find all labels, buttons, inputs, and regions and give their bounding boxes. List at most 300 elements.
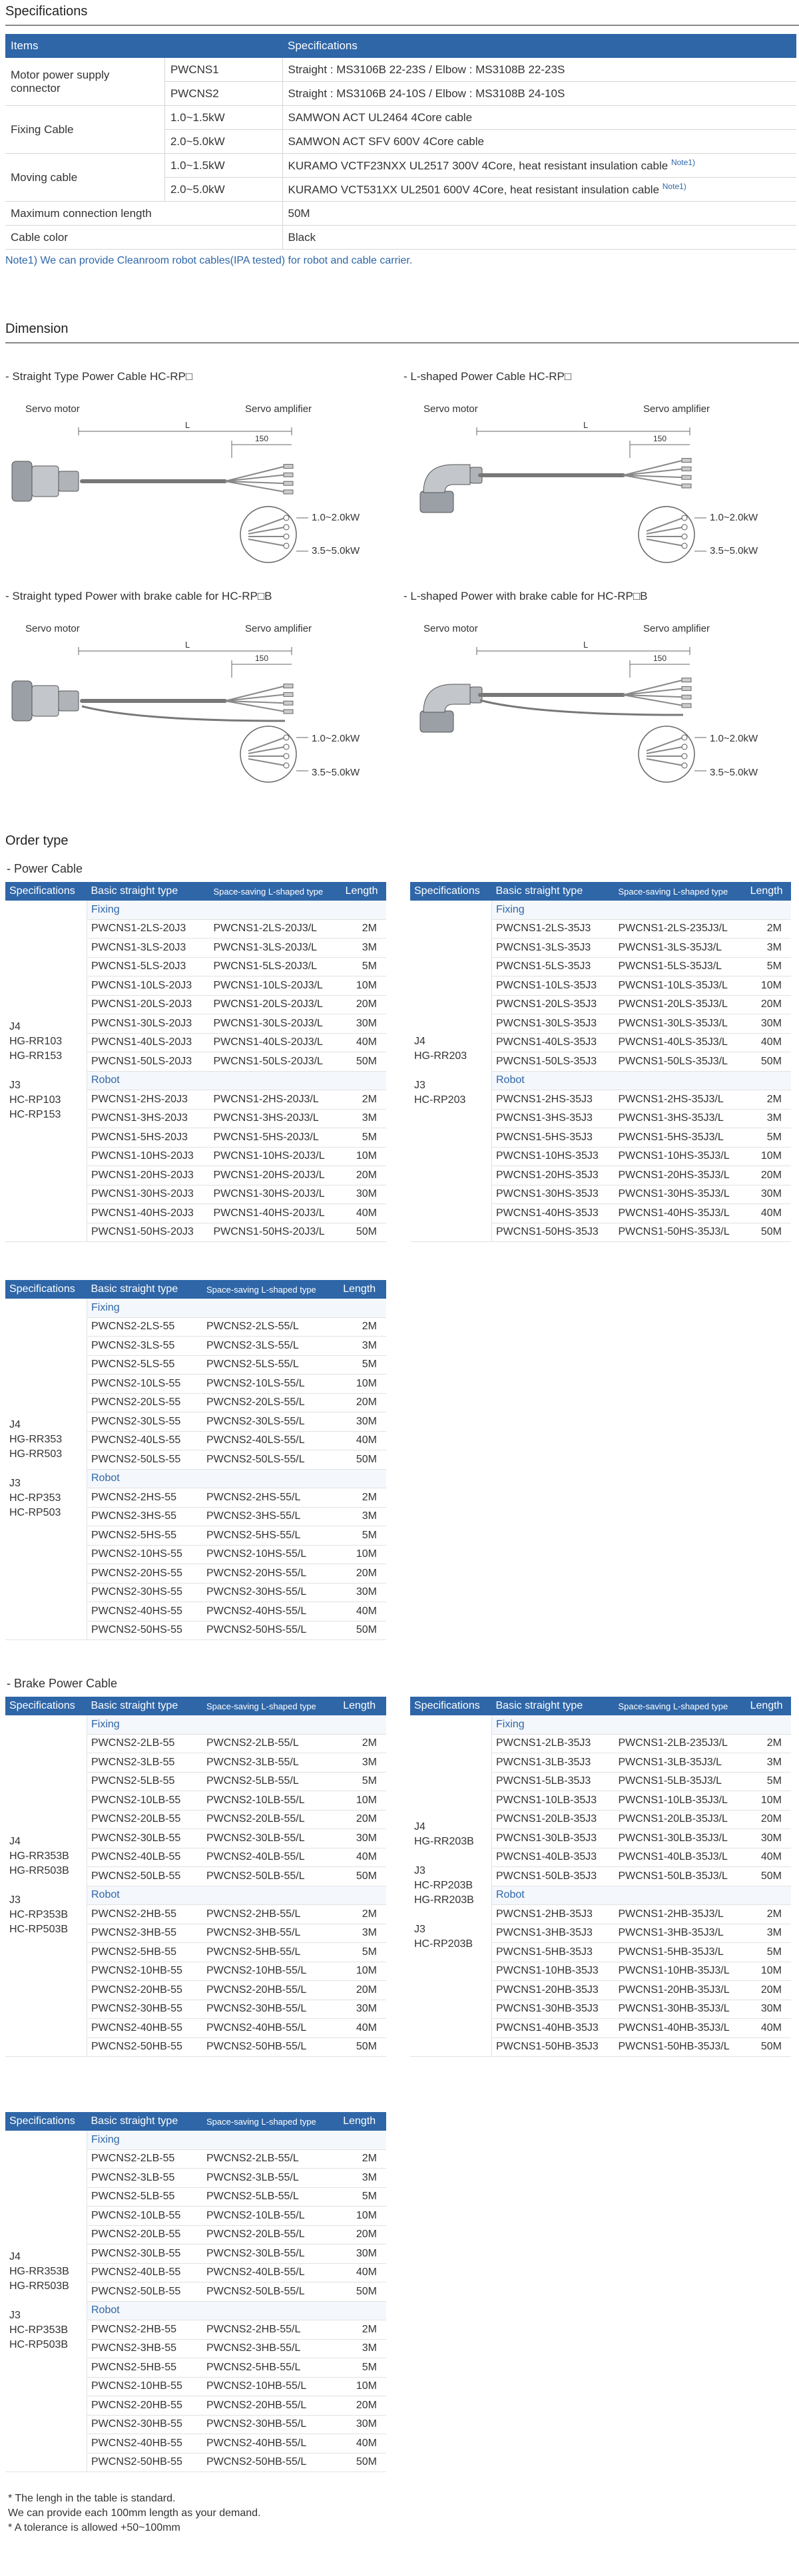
straight-type-code: PWCNS1-20LS-20J3 [87, 995, 210, 1014]
length-cell: 3M [339, 1924, 386, 1943]
note-marker: Note1) [670, 158, 695, 168]
detail-ring-terminal [284, 515, 289, 521]
straight-type-code: PWCNS1-2HS-20J3 [87, 1090, 210, 1110]
straight-type-code: PWCNS2-10HB-55 [87, 1962, 203, 1981]
model-line: J3 [9, 1894, 21, 1906]
straight-type-code: PWCNS1-10LB-35J3 [492, 1791, 615, 1811]
length-cell: 30M [746, 1829, 791, 1848]
length-cell: 5M [746, 1128, 791, 1148]
model-line: HG-RR503B [9, 1865, 69, 1876]
straight-type-code: PWCNS1-10LS-20J3 [87, 976, 210, 996]
connector-body [12, 461, 32, 501]
spec-value-cell: Straight : MS3106B 24-10S / Elbow : MS3108B 24-10S [282, 82, 796, 106]
order-table-header: Specifications [410, 1697, 492, 1715]
straight-type-code: PWCNS2-30HB-55 [87, 2415, 203, 2434]
straight-type-code: PWCNS2-2HB-55 [87, 1905, 203, 1924]
category-label: Fixing [492, 1715, 792, 1734]
wire [225, 475, 285, 481]
elbow-body [423, 465, 470, 493]
l-shaped-type-code: PWCNS1-20HS-20J3/L [209, 1166, 341, 1185]
straight-type-code: PWCNS2-10HS-55 [87, 1545, 203, 1564]
detail-ring-terminal [284, 543, 289, 548]
length-cell: 5M [342, 1128, 386, 1148]
model-line: HG-RR203B [414, 1836, 474, 1847]
l-shaped-type-code: PWCNS1-30LS-35J3/L [614, 1014, 746, 1034]
length-cell: 20M [746, 1166, 791, 1185]
cable-drawing [403, 418, 723, 578]
footnote-line: * A tolerance is allowed +50~100mm [8, 2522, 180, 2533]
servo-motor-label: Servo motor [423, 403, 478, 415]
detail-ring-terminal [284, 534, 289, 539]
category-label: Robot [492, 1071, 792, 1090]
length-cell: 40M [342, 1033, 386, 1052]
straight-type-code: PWCNS1-10HS-20J3 [87, 1147, 210, 1166]
model-line: HC-RP353 [9, 1492, 61, 1504]
length-cell: 5M [339, 2358, 386, 2378]
order-table [5, 882, 386, 1242]
l-shaped-type-code: PWCNS2-50LS-55/L [202, 1450, 339, 1470]
length-cell: 50M [339, 2282, 386, 2302]
model-line: J4 [9, 1419, 21, 1430]
footnote-line: * The lengh in the table is standard. [8, 2493, 176, 2504]
straight-type-code: PWCNS2-40LB-55 [87, 2263, 203, 2282]
model-line: J3 [9, 1478, 21, 1489]
spec-value-cell: Black [282, 226, 796, 250]
length-cell: 20M [339, 2396, 386, 2416]
l-shaped-type-code: PWCNS2-5LS-55/L [202, 1355, 339, 1375]
l-shaped-type-code: PWCNS2-5LB-55/L [202, 1772, 339, 1791]
elbow-body [423, 684, 470, 712]
straight-type-code: PWCNS1-2LB-35J3 [492, 1734, 615, 1753]
l-shaped-type-code: PWCNS2-40HB-55/L [202, 2434, 339, 2454]
l-shaped-type-code: PWCNS2-5HS-55/L [202, 1526, 339, 1546]
length-cell: 50M [339, 1867, 386, 1886]
length-cell: 50M [339, 2453, 386, 2472]
detail-ring-terminal [284, 753, 289, 759]
l-shaped-type-code: PWCNS1-3HS-35J3/L [614, 1109, 746, 1128]
order-table-header: Length [339, 1280, 386, 1299]
connector-body [12, 681, 32, 721]
straight-type-code: PWCNS2-3LS-55 [87, 1337, 203, 1356]
length-cell: 50M [342, 1223, 386, 1242]
l-shaped-type-code: PWCNS2-5LB-55/L [202, 2187, 339, 2207]
straight-type-code: PWCNS1-5HB-35J3 [492, 1943, 615, 1962]
length-cell: 3M [339, 2169, 386, 2188]
l-shaped-type-code: PWCNS1-30HB-35J3/L [614, 2000, 746, 2019]
wire-terminal [284, 701, 293, 705]
straight-type-code: PWCNS1-5LS-35J3 [492, 957, 615, 976]
straight-type-code: PWCNS2-20LB-55 [87, 1810, 203, 1829]
l-shaped-type-code: PWCNS1-20LS-35J3/L [614, 995, 746, 1014]
model-line: HG-RR353B [9, 2266, 69, 2277]
model-cell [410, 901, 492, 1242]
length-cell: 40M [339, 2434, 386, 2454]
detail-ring-terminal [682, 534, 687, 539]
spec-group-cell: Motor power supply connector [5, 58, 164, 106]
l-shaped-type-code: PWCNS1-5HS-20J3/L [209, 1128, 341, 1148]
spec-value-text: KURAMO VCT531XX UL2501 600V 4Core, heat resistant insulation cable [288, 183, 660, 196]
length-cell: 20M [339, 2225, 386, 2245]
l-shaped-type-code: PWCNS2-30LB-55/L [202, 2245, 339, 2264]
l-shaped-type-code: PWCNS1-3HS-20J3/L [209, 1109, 341, 1128]
spec-value-text: KURAMO VCTF23NXX UL2517 300V 4Core, heat resistant insulation cable [288, 159, 668, 172]
dimension-block [5, 590, 378, 803]
length-cell: 3M [746, 1109, 791, 1128]
spec-sub-cell: 1.0~1.5kW [164, 154, 282, 178]
category-label: Robot [87, 1886, 387, 1905]
length-cell: 20M [339, 1564, 386, 1584]
l-shaped-type-code: PWCNS2-2LB-55/L [202, 2149, 339, 2169]
straight-type-code: PWCNS2-40HB-55 [87, 2434, 203, 2454]
model-line [414, 1064, 487, 1078]
straight-type-code: PWCNS2-5LB-55 [87, 1772, 203, 1791]
length-cell: 40M [746, 1204, 791, 1223]
l-shaped-type-code: PWCNS2-50HB-55/L [202, 2453, 339, 2472]
model-line: J3 [9, 2310, 21, 2321]
straight-type-code: PWCNS1-20LB-35J3 [492, 1810, 615, 1829]
length-cell: 20M [342, 1166, 386, 1185]
model-line: J4 [9, 1021, 21, 1032]
length-cell: 2M [339, 1734, 386, 1753]
model-line: HC-RP203 [414, 1094, 466, 1106]
straight-type-code: PWCNS2-20HS-55 [87, 1564, 203, 1584]
l-shaped-type-code: PWCNS2-40LB-55/L [202, 1848, 339, 1867]
l-shaped-type-code: PWCNS1-2LB-235J3/L [614, 1734, 746, 1753]
specifications-table [5, 34, 796, 250]
spec-value-cell: Straight : MS3106B 22-23S / Elbow : MS3108B 22-23S [282, 58, 796, 82]
l-shaped-type-code: PWCNS1-10HS-35J3/L [614, 1147, 746, 1166]
detail-ring-terminal [682, 735, 687, 740]
length-cell: 40M [746, 2019, 791, 2038]
straight-type-code: PWCNS1-3HB-35J3 [492, 1924, 615, 1943]
length-cell: 40M [339, 1848, 386, 1867]
l-shaped-type-code: PWCNS2-40HS-55/L [202, 1602, 339, 1621]
l-shaped-type-code: PWCNS1-40LB-35J3/L [614, 1848, 746, 1867]
wire [623, 461, 683, 475]
dimension-block [403, 590, 776, 803]
length-cell: 3M [339, 1507, 386, 1526]
l-shaped-type-code: PWCNS1-40HS-35J3/L [614, 1204, 746, 1223]
order-type-area [5, 854, 799, 2538]
length-cell: 40M [339, 1431, 386, 1450]
connector-nut [32, 466, 59, 497]
spec-group-cell: Cable color [5, 226, 282, 250]
length-cell: 30M [339, 1829, 386, 1848]
order-table [5, 1697, 386, 2057]
straight-type-code: PWCNS2-2LS-55 [87, 1317, 203, 1337]
l-shaped-type-code: PWCNS1-2LS-235J3/L [614, 919, 746, 939]
model-line [9, 2294, 83, 2308]
l-shaped-type-code: PWCNS2-30HB-55/L [202, 2415, 339, 2434]
l-shaped-type-code: PWCNS2-40LS-55/L [202, 1431, 339, 1450]
straight-type-code: PWCNS1-30HS-35J3 [492, 1185, 615, 1204]
length-cell: 10M [342, 976, 386, 996]
length-cell: 40M [342, 1204, 386, 1223]
power-range-label: 1.0~2.0kW [312, 512, 360, 523]
l-shaped-type-code: PWCNS1-3LS-20J3/L [209, 939, 341, 958]
length-cell: 5M [746, 1772, 791, 1791]
length-cell: 30M [746, 1185, 791, 1204]
l-shaped-type-code: PWCNS2-20LB-55/L [202, 1810, 339, 1829]
l-shaped-type-code: PWCNS1-40LS-35J3/L [614, 1033, 746, 1052]
wire [623, 469, 683, 475]
dimension-l-label: L [583, 420, 589, 430]
l-shaped-type-code: PWCNS2-50LB-55/L [202, 1867, 339, 1886]
l-shaped-type-code: PWCNS2-10LB-55/L [202, 1791, 339, 1811]
model-line: J3 [414, 1924, 425, 1935]
straight-type-code: PWCNS2-2LB-55 [87, 1734, 203, 1753]
order-table-header: Basic straight type [492, 1697, 615, 1715]
straight-type-code: PWCNS2-20LS-55 [87, 1393, 203, 1412]
length-cell: 2M [339, 2149, 386, 2169]
straight-type-code: PWCNS1-10HS-35J3 [492, 1147, 615, 1166]
dimension-150-label: 150 [653, 654, 667, 663]
connector-clamp [59, 691, 79, 711]
length-cell: 2M [342, 919, 386, 939]
straight-type-code: PWCNS1-20LS-35J3 [492, 995, 615, 1014]
order-subsection-title: - Brake Power Cable [7, 1677, 118, 1690]
straight-type-code: PWCNS2-20HB-55 [87, 1981, 203, 2000]
straight-type-code: PWCNS2-3HB-55 [87, 2339, 203, 2358]
length-cell: 5M [339, 1526, 386, 1546]
spacer [5, 267, 799, 318]
length-cell: 3M [342, 1109, 386, 1128]
l-shaped-type-code: PWCNS2-3HB-55/L [202, 2339, 339, 2358]
model-line: J4 [9, 1836, 21, 1847]
model-line: J3 [414, 1080, 425, 1091]
dimension-150-label: 150 [653, 434, 667, 443]
l-shaped-type-code: PWCNS1-40HB-35J3/L [614, 2019, 746, 2038]
category-row [410, 1715, 791, 1734]
l-shaped-type-code: PWCNS2-40HB-55/L [202, 2019, 339, 2038]
model-line: HC-RP353B [9, 1909, 69, 1920]
servo-amplifier-label: Servo amplifier [245, 623, 312, 634]
spec-group-cell: Moving cable [5, 154, 164, 202]
l-shaped-type-code: PWCNS1-5HB-35J3/L [614, 1943, 746, 1962]
l-shaped-type-code: PWCNS1-20HB-35J3/L [614, 1981, 746, 2000]
length-cell: 40M [746, 1033, 791, 1052]
straight-type-code: PWCNS2-50HB-55 [87, 2453, 203, 2472]
order-subsection-title: - Power Cable [7, 862, 83, 875]
length-cell: 5M [339, 2187, 386, 2207]
model-line: HC-RP503B [9, 1924, 69, 1935]
l-shaped-type-code: PWCNS1-50LS-35J3/L [614, 1052, 746, 1072]
wire-terminal [682, 686, 691, 690]
wire-terminal [682, 467, 691, 471]
straight-type-code: PWCNS1-50LB-35J3 [492, 1867, 615, 1886]
length-cell: 2M [746, 1734, 791, 1753]
length-cell: 30M [339, 1412, 386, 1432]
straight-type-code: PWCNS1-50HS-20J3 [87, 1223, 210, 1242]
wire [623, 680, 683, 695]
length-cell: 40M [339, 2019, 386, 2038]
category-label: Fixing [492, 901, 792, 919]
power-range-label: 3.5~5.0kW [710, 545, 758, 556]
l-shaped-type-code: PWCNS2-3HS-55/L [202, 1507, 339, 1526]
spec-value-cell: SAMWON ACT UL2464 4Core cable [282, 106, 796, 130]
category-row [5, 2131, 386, 2149]
straight-type-code: PWCNS2-2LB-55 [87, 2149, 203, 2169]
dimension-l-label: L [185, 640, 190, 650]
connector-clamp [59, 471, 79, 491]
servo-amplifier-label: Servo amplifier [643, 623, 710, 634]
straight-type-code: PWCNS2-3HS-55 [87, 1507, 203, 1526]
l-shaped-type-code: PWCNS2-2HS-55/L [202, 1488, 339, 1508]
order-table-header: Length [342, 882, 386, 901]
servo-amplifier-label: Servo amplifier [245, 403, 312, 415]
straight-type-code: PWCNS2-20LB-55 [87, 2225, 203, 2245]
straight-type-code: PWCNS1-40HB-35J3 [492, 2019, 615, 2038]
category-label: Fixing [87, 2131, 387, 2149]
straight-type-code: PWCNS2-5LB-55 [87, 2187, 203, 2207]
model-cell [5, 1299, 87, 1640]
length-cell: 2M [746, 1905, 791, 1924]
length-cell: 2M [339, 1488, 386, 1508]
straight-type-code: PWCNS1-3LS-35J3 [492, 939, 615, 958]
spec-header-items: Items [5, 34, 282, 58]
spec-sub-cell: 2.0~5.0kW [164, 178, 282, 202]
length-cell: 5M [746, 1943, 791, 1962]
l-shaped-type-code: PWCNS1-10HS-20J3/L [209, 1147, 341, 1166]
length-cell: 40M [339, 1602, 386, 1621]
length-cell: 20M [339, 1810, 386, 1829]
power-range-label: 3.5~5.0kW [312, 545, 360, 556]
spec-group-cell: Fixing Cable [5, 106, 164, 154]
l-shaped-type-code: PWCNS1-2HS-20J3/L [209, 1090, 341, 1110]
dimension-l-label: L [185, 420, 190, 430]
straight-type-code: PWCNS2-10LB-55 [87, 2207, 203, 2226]
model-line: HC-RP503 [9, 1507, 61, 1518]
dimension-block-title: - Straight typed Power with brake cable for HC-RP□B [5, 590, 272, 602]
model-line [414, 1849, 487, 1864]
order-table-header: Space-saving L-shaped type [202, 2112, 339, 2131]
straight-type-code: PWCNS2-5HB-55 [87, 1943, 203, 1962]
model-cell [410, 1715, 492, 2057]
length-cell: 2M [339, 1905, 386, 1924]
straight-type-code: PWCNS2-20HB-55 [87, 2396, 203, 2416]
brake-cable [82, 706, 285, 721]
length-cell: 10M [339, 1962, 386, 1981]
wire-terminal [284, 490, 293, 494]
length-cell: 3M [342, 939, 386, 958]
order-table-header: Space-saving L-shaped type [202, 1280, 339, 1299]
order-table-header: Length [746, 1697, 791, 1715]
l-shaped-type-code: PWCNS2-10HS-55/L [202, 1545, 339, 1564]
detail-ring-terminal [284, 525, 289, 530]
straight-type-code: PWCNS2-40LS-55 [87, 1431, 203, 1450]
detail-ring-terminal [284, 735, 289, 740]
length-cell: 20M [746, 995, 791, 1014]
straight-type-code: PWCNS2-40HS-55 [87, 1602, 203, 1621]
l-shaped-type-code: PWCNS1-30HS-20J3/L [209, 1185, 341, 1204]
l-shaped-type-code: PWCNS2-3LB-55/L [202, 1753, 339, 1773]
model-line: J4 [414, 1036, 425, 1047]
l-shaped-type-code: PWCNS1-50LS-20J3/L [209, 1052, 341, 1072]
length-cell: 3M [746, 939, 791, 958]
length-cell: 5M [339, 1355, 386, 1375]
dimension-block-title: - Straight Type Power Cable HC-RP□ [5, 370, 193, 383]
cable-drawing [403, 638, 723, 797]
straight-type-code: PWCNS2-40LB-55 [87, 1848, 203, 1867]
l-shaped-type-code: PWCNS1-50HS-20J3/L [209, 1223, 341, 1242]
l-shaped-type-code: PWCNS1-40LS-20J3/L [209, 1033, 341, 1052]
l-shaped-type-code: PWCNS1-30LS-20J3/L [209, 1014, 341, 1034]
l-shaped-type-code: PWCNS2-20LS-55/L [202, 1393, 339, 1412]
straight-type-code: PWCNS2-3HB-55 [87, 1924, 203, 1943]
l-shaped-type-code: PWCNS1-2LS-20J3/L [209, 919, 341, 939]
straight-type-code: PWCNS2-50HS-55 [87, 1621, 203, 1640]
straight-type-code: PWCNS2-5LS-55 [87, 1355, 203, 1375]
model-line: HG-RR503 [9, 1448, 63, 1460]
l-shaped-type-code: PWCNS2-30HB-55/L [202, 2000, 339, 2019]
order-table-header: Length [339, 1697, 386, 1715]
straight-type-code: PWCNS1-40HS-35J3 [492, 1204, 615, 1223]
l-shaped-type-code: PWCNS1-20LB-35J3/L [614, 1810, 746, 1829]
wire-terminal [682, 695, 691, 699]
length-cell: 2M [339, 2320, 386, 2340]
straight-type-code: PWCNS2-5HB-55 [87, 2358, 203, 2378]
l-shaped-type-code: PWCNS1-50HB-35J3/L [614, 2038, 746, 2057]
straight-type-code: PWCNS2-30HS-55 [87, 1583, 203, 1602]
length-cell: 10M [339, 1791, 386, 1811]
servo-motor-label: Servo motor [25, 403, 80, 415]
model-line: HC-RP203B [414, 1880, 473, 1891]
category-label: Fixing [87, 1715, 387, 1734]
l-shaped-type-code: PWCNS2-10HB-55/L [202, 1962, 339, 1981]
order-table [410, 882, 791, 1242]
straight-type-code: PWCNS2-2HS-55 [87, 1488, 203, 1508]
category-label: Robot [87, 1469, 387, 1488]
order-table-header: Space-saving L-shaped type [614, 882, 746, 901]
l-shaped-type-code: PWCNS1-2HS-35J3/L [614, 1090, 746, 1110]
l-shaped-type-code: PWCNS2-2LS-55/L [202, 1317, 339, 1337]
straight-type-code: PWCNS2-10HB-55 [87, 2377, 203, 2396]
straight-type-code: PWCNS1-40LS-20J3 [87, 1033, 210, 1052]
l-shaped-type-code: PWCNS1-3HB-35J3/L [614, 1924, 746, 1943]
model-line: HG-RR503B [9, 2280, 69, 2292]
straight-type-code: PWCNS1-2LS-20J3 [87, 919, 210, 939]
model-line: HC-RP153 [9, 1109, 61, 1120]
l-shaped-type-code: PWCNS1-3LS-35J3/L [614, 939, 746, 958]
straight-type-code: PWCNS2-30LB-55 [87, 2245, 203, 2264]
l-shaped-type-code: PWCNS2-30LB-55/L [202, 1829, 339, 1848]
power-range-label: 1.0~2.0kW [710, 512, 758, 523]
detail-ring-terminal [682, 753, 687, 759]
order-table-header: Specifications [5, 2112, 87, 2131]
footnote-line: We can provide each 100mm length as your demand. [8, 2507, 261, 2519]
straight-type-code: PWCNS1-30LS-35J3 [492, 1014, 615, 1034]
l-shaped-type-code: PWCNS1-30LB-35J3/L [614, 1829, 746, 1848]
length-cell: 10M [746, 976, 791, 996]
straight-type-code: PWCNS2-50LB-55 [87, 2282, 203, 2302]
servo-motor-label: Servo motor [423, 623, 478, 634]
l-shaped-type-code: PWCNS2-20HB-55/L [202, 2396, 339, 2416]
model-line [9, 1064, 83, 1078]
dimension-heading: Dimension [5, 318, 799, 343]
length-cell: 2M [746, 919, 791, 939]
straight-type-code: PWCNS1-40HS-20J3 [87, 1204, 210, 1223]
straight-type-code: PWCNS1-2HB-35J3 [492, 1905, 615, 1924]
wire-terminal [682, 704, 691, 708]
spec-sub-cell: 1.0~1.5kW [164, 106, 282, 130]
straight-type-code: PWCNS2-5HS-55 [87, 1526, 203, 1546]
length-cell: 5M [746, 957, 791, 976]
order-type-heading: Order type [5, 833, 69, 848]
length-cell: 30M [342, 1014, 386, 1034]
specifications-heading: Specifications [5, 0, 799, 26]
elbow-base [420, 711, 453, 732]
l-shaped-type-code: PWCNS2-2LB-55/L [202, 1734, 339, 1753]
